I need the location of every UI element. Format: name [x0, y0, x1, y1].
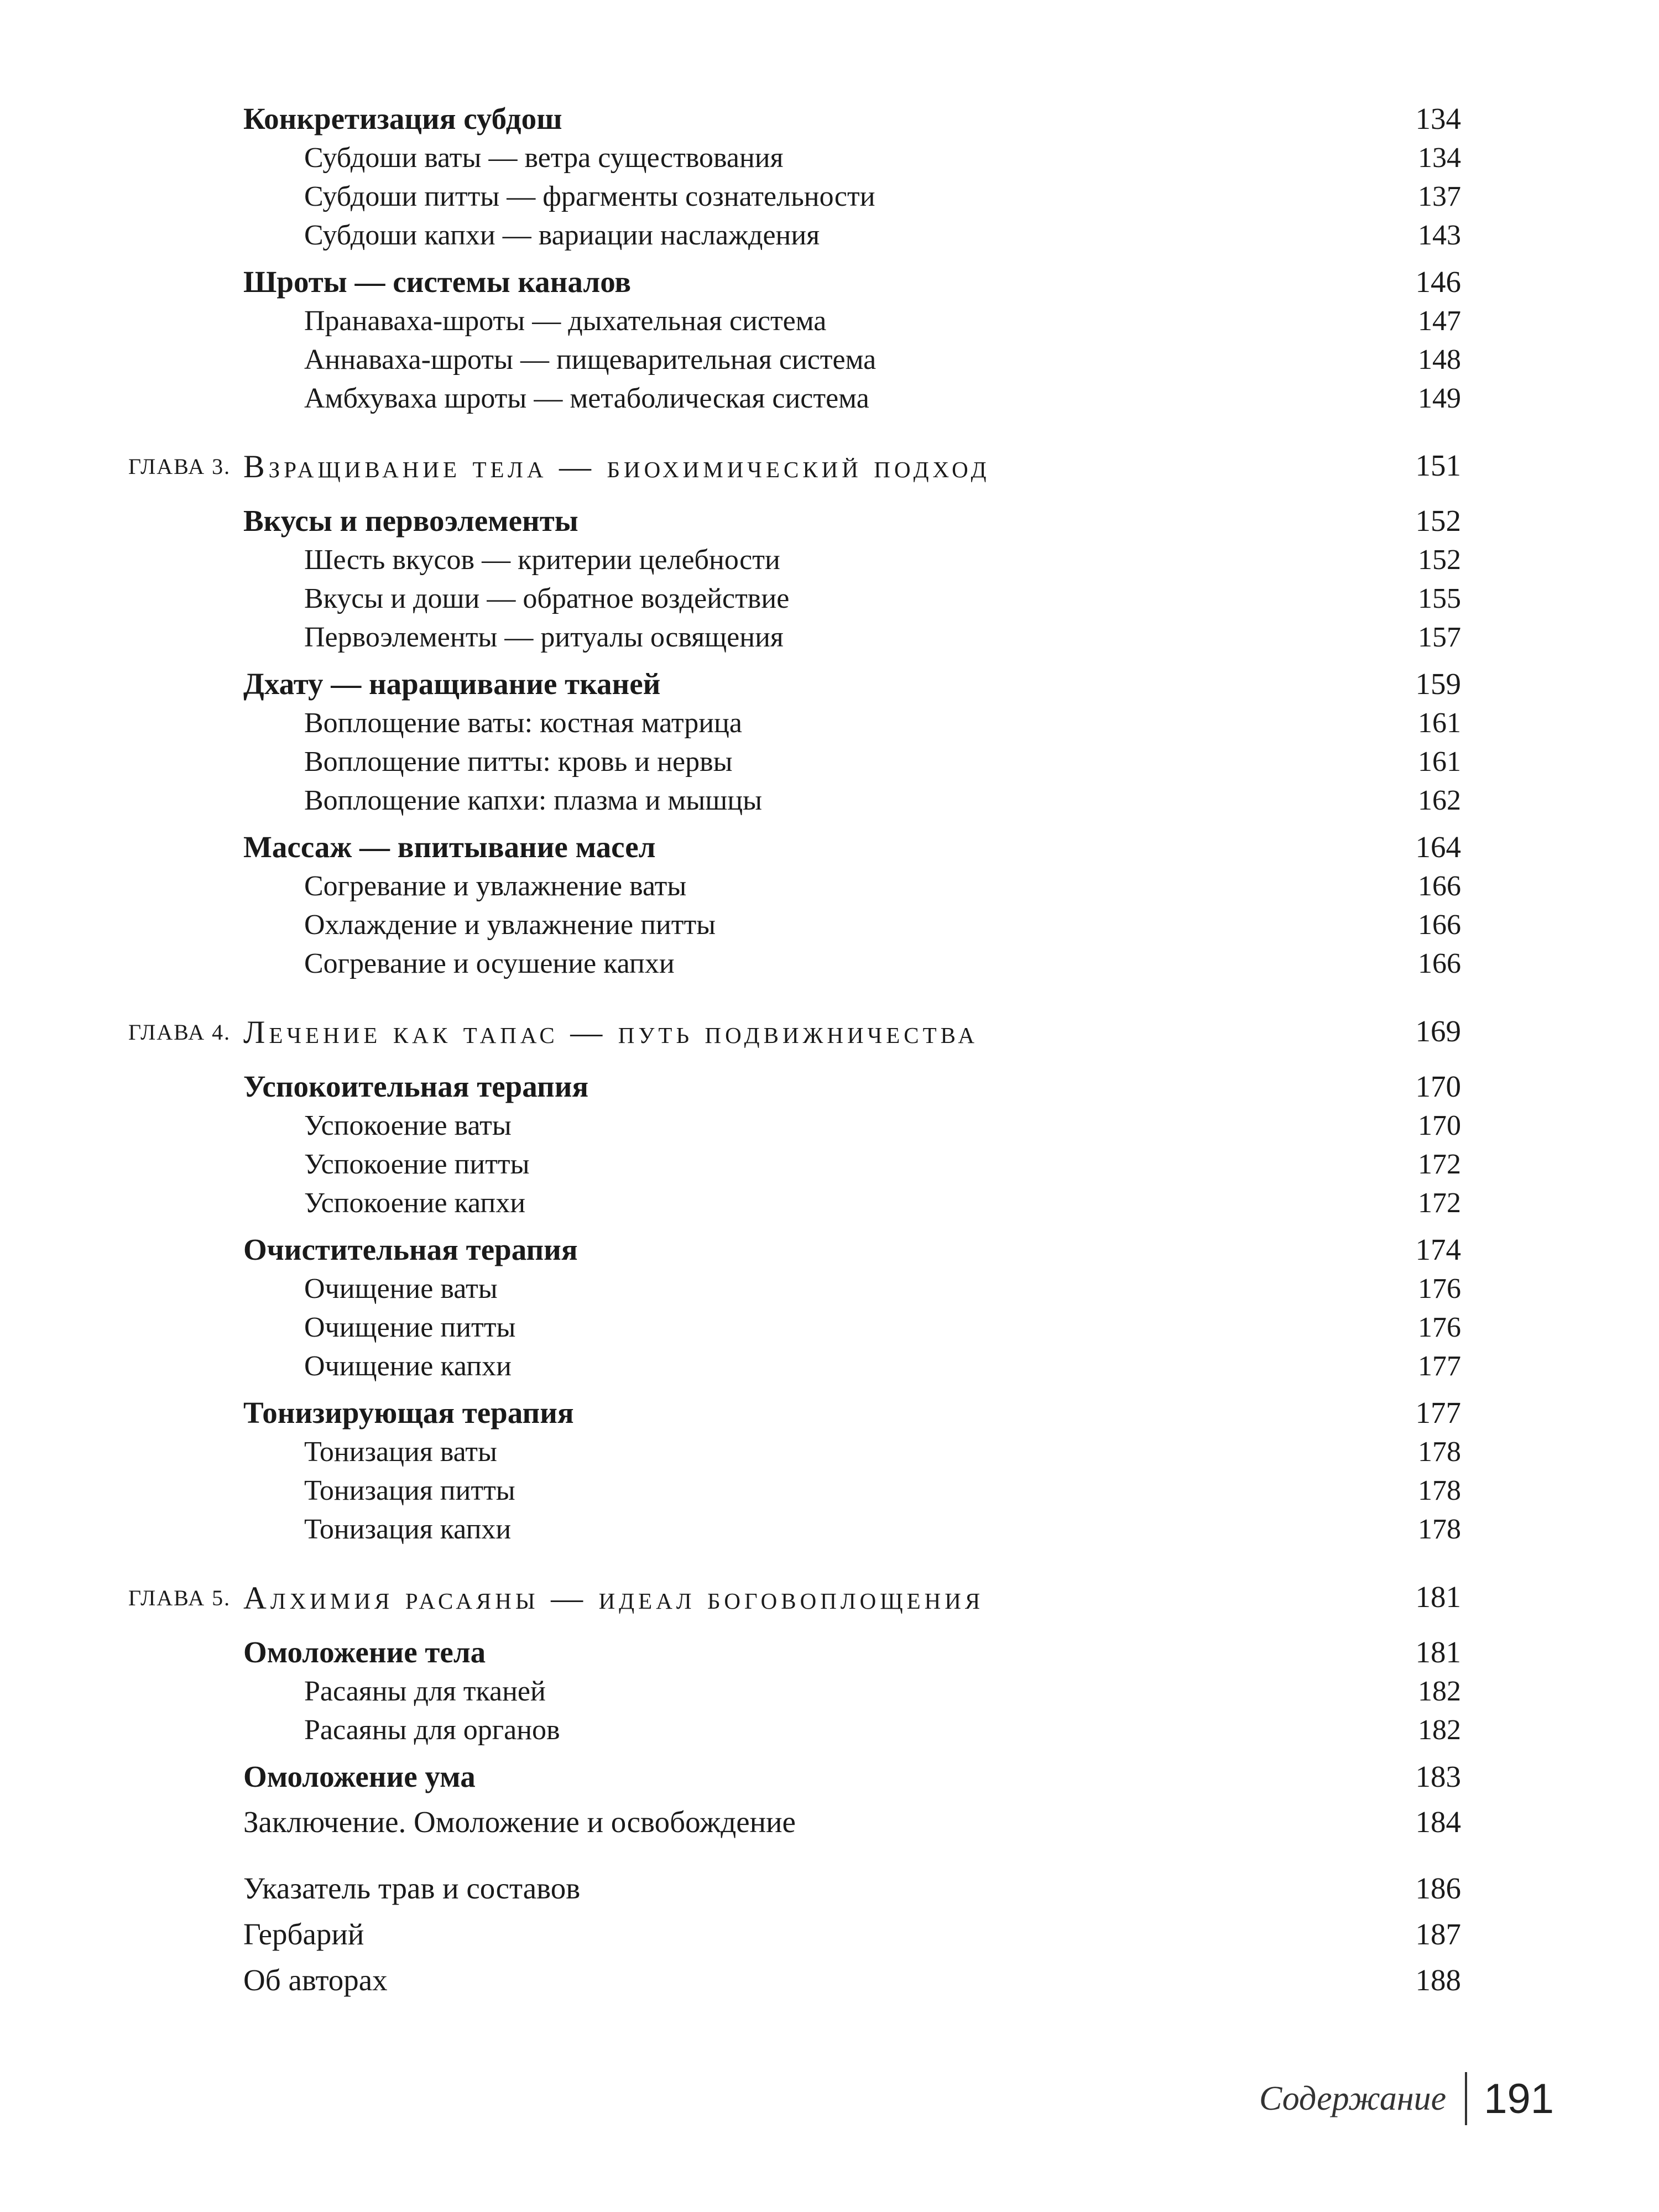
toc-entry-page: 147: [1418, 305, 1461, 337]
toc-entry-title: Аннаваха-шроты — пищеварительная система: [304, 344, 877, 375]
toc-entry[interactable]: [0, 343, 1659, 388]
toc-entry-page: 176: [1418, 1273, 1461, 1305]
chapter-title: Лечение как тапас — путь подвижничества: [243, 1014, 979, 1050]
toc-entry-title: Охлаждение и увлажнение питты: [304, 909, 716, 941]
toc-entry[interactable]: [0, 1395, 1659, 1439]
toc-entry[interactable]: [0, 582, 1659, 627]
toc-entry[interactable]: [0, 503, 1659, 547]
toc-entry-page: 148: [1418, 344, 1461, 375]
toc-entry-title: Тонизация ваты: [304, 1436, 497, 1468]
toc-entry-title: Вкусы и доши — обратное воздействие: [304, 583, 790, 614]
chapter-page: 181: [1415, 1580, 1461, 1614]
toc-entry-page: 166: [1418, 909, 1461, 941]
toc-entry-page: 177: [1418, 1350, 1461, 1382]
toc-entry-page: 172: [1418, 1187, 1461, 1219]
toc-entry[interactable]: [0, 1635, 1659, 1679]
toc-entry-page: 155: [1418, 583, 1461, 614]
toc-entry-title: Об авторах: [243, 1963, 388, 1997]
toc-entry-title: Пранаваха-шроты — дыхательная система: [304, 305, 827, 337]
toc-entry-page: 187: [1415, 1917, 1461, 1951]
toc-entry-page: 182: [1418, 1714, 1461, 1746]
toc-entry-title: Шесть вкусов — критерии целебности: [304, 544, 780, 576]
toc-entry-page: 172: [1418, 1149, 1461, 1180]
toc-entry-title: Очистительная терапия: [243, 1233, 578, 1266]
toc-entry[interactable]: [0, 784, 1659, 828]
chapter-label: ГЛАВА 4.: [128, 1020, 231, 1045]
toc-entry[interactable]: [0, 101, 1659, 145]
toc-entry-page: 164: [1415, 830, 1461, 864]
toc-entry[interactable]: [0, 947, 1659, 992]
toc-entry[interactable]: [0, 1436, 1659, 1480]
toc-entry-page: 178: [1418, 1514, 1461, 1545]
toc-entry-title: Вкусы и первоэлементы: [243, 504, 578, 538]
toc-entry-title: Амбхуваха шроты — метаболическая система: [304, 383, 869, 414]
toc-entry[interactable]: [0, 1069, 1659, 1113]
toc-entry-title: Успокоительная терапия: [243, 1070, 589, 1103]
toc-entry[interactable]: [0, 1109, 1659, 1154]
toc-entry-page: 170: [1418, 1110, 1461, 1141]
toc-entry[interactable]: [0, 1350, 1659, 1394]
toc-chapter[interactable]: [0, 448, 1659, 492]
toc-entry-title: Тонизирующая терапия: [243, 1396, 574, 1430]
toc-entry-title: Заключение. Омоложение и освобождение: [243, 1805, 796, 1839]
toc-entry-page: 183: [1415, 1760, 1461, 1793]
toc-entry-title: Шроты — системы каналов: [243, 265, 632, 299]
toc-entry-page: 182: [1418, 1676, 1461, 1707]
toc-entry-title: Расаяны для тканей: [304, 1676, 546, 1707]
toc-entry-title: Успокоение ваты: [304, 1110, 512, 1141]
toc-entry[interactable]: [0, 1232, 1659, 1276]
chapter-label: ГЛАВА 3.: [128, 454, 231, 479]
toc-entry[interactable]: [0, 621, 1659, 665]
toc-entry[interactable]: [0, 1714, 1659, 1758]
toc-entry-page: 162: [1418, 785, 1461, 816]
toc-entry-title: Гербарий: [243, 1917, 364, 1951]
toc-entry[interactable]: [0, 745, 1659, 790]
toc-entry-page: 161: [1418, 707, 1461, 739]
toc-entry-page: 186: [1415, 1871, 1461, 1905]
running-footer-title: Содержание: [1259, 2079, 1447, 2117]
toc-entry-page: 174: [1415, 1233, 1461, 1266]
toc-entry-page: 178: [1418, 1475, 1461, 1506]
toc-entry-page: 134: [1415, 102, 1461, 135]
toc-entry-page: 176: [1418, 1312, 1461, 1343]
toc-entry[interactable]: [0, 1513, 1659, 1557]
toc-entry-title: Дхату — наращивание тканей: [243, 667, 661, 701]
toc-entry-title: Успокоение питты: [304, 1149, 530, 1180]
toc-entry[interactable]: [0, 1675, 1659, 1719]
toc-entry-title: Субдоши питты — фрагменты сознательности: [304, 181, 875, 212]
toc-entry[interactable]: [0, 1187, 1659, 1231]
toc-entry-page: 152: [1415, 504, 1461, 538]
toc-entry-page: 181: [1415, 1635, 1461, 1669]
toc-entry[interactable]: [0, 870, 1659, 914]
toc-entry[interactable]: [0, 666, 1659, 711]
toc-entry-title: Субдоши капхи — вариации наслаждения: [304, 220, 820, 251]
toc-entry-page: 170: [1415, 1070, 1461, 1103]
toc-entry-page: 184: [1415, 1805, 1461, 1839]
toc-entry-title: Успокоение капхи: [304, 1187, 526, 1219]
toc-entry[interactable]: [0, 1272, 1659, 1317]
toc-entry-title: Омоложение ума: [243, 1760, 476, 1793]
toc-entry-page: 159: [1415, 667, 1461, 701]
toc-entry-page: 149: [1418, 383, 1461, 414]
toc-entry-title: Воплощение ваты: костная матрица: [304, 707, 742, 739]
toc-entry-page: 178: [1418, 1436, 1461, 1468]
toc-entry-title: Воплощение капхи: плазма и мышцы: [304, 785, 763, 816]
toc-entry-title: Тонизация питты: [304, 1475, 515, 1506]
toc-entry-title: Очищение капхи: [304, 1350, 512, 1382]
toc-entry[interactable]: [0, 1871, 1659, 1915]
chapter-label: ГЛАВА 5.: [128, 1585, 231, 1610]
toc-entry-title: Массаж — впитывание масел: [243, 830, 656, 864]
toc-entry-page: 166: [1418, 870, 1461, 902]
toc-entry-page: 166: [1418, 948, 1461, 979]
toc-entry-page: 134: [1418, 142, 1461, 174]
toc-entry[interactable]: [0, 909, 1659, 953]
chapter-title: Алхимия расаяны — идеал боговоплощения: [243, 1580, 984, 1616]
toc-entry[interactable]: [0, 1917, 1659, 1961]
page-footer: [1259, 2068, 1554, 2129]
toc-entry[interactable]: [0, 830, 1659, 874]
toc-entry[interactable]: [0, 1759, 1659, 1803]
toc-entry-page: 152: [1418, 544, 1461, 576]
toc-entry[interactable]: [0, 1963, 1659, 2007]
toc-entry-title: Согревание и осушение капхи: [304, 948, 675, 979]
toc-entry[interactable]: [0, 1474, 1659, 1519]
toc-entry-page: 146: [1415, 265, 1461, 299]
toc-entry-page: 157: [1418, 622, 1461, 653]
toc-chapter[interactable]: [0, 1579, 1659, 1624]
toc-entry-page: 188: [1415, 1963, 1461, 1997]
toc-entry[interactable]: [0, 1804, 1659, 1849]
toc-entry[interactable]: [0, 142, 1659, 186]
toc-entry-title: Конкретизация субдош: [243, 102, 562, 135]
toc-entry-title: Первоэлементы — ритуалы освящения: [304, 622, 784, 653]
toc-entry[interactable]: [0, 382, 1659, 426]
chapter-title: Взращивание тела — биохимический подход: [243, 448, 990, 484]
toc-entry-page: 177: [1415, 1396, 1461, 1430]
toc-entry[interactable]: [0, 544, 1659, 588]
chapter-page: 169: [1415, 1014, 1461, 1048]
toc-entry[interactable]: [0, 305, 1659, 349]
page-number: 191: [1484, 2075, 1554, 2122]
toc-entry-page: 143: [1418, 220, 1461, 251]
toc-entry-page: 161: [1418, 746, 1461, 778]
toc-entry-title: Тонизация капхи: [304, 1514, 512, 1545]
toc-entry[interactable]: [0, 180, 1659, 225]
toc-entry-title: Омоложение тела: [243, 1635, 486, 1669]
toc-entry-title: Субдоши ваты — ветра существования: [304, 142, 784, 174]
toc-entry[interactable]: [0, 1311, 1659, 1355]
toc-entry-title: Согревание и увлажнение ваты: [304, 870, 687, 902]
toc-entry[interactable]: [0, 707, 1659, 751]
toc-entry[interactable]: [0, 1148, 1659, 1192]
toc-entry-title: Очищение питты: [304, 1312, 516, 1343]
toc-entry[interactable]: [0, 264, 1659, 309]
toc-entry-title: Указатель трав и составов: [243, 1871, 581, 1905]
toc-entry-title: Очищение ваты: [304, 1273, 498, 1305]
toc-chapter[interactable]: [0, 1014, 1659, 1058]
toc-entry-title: Воплощение питты: кровь и нервы: [304, 746, 733, 778]
chapter-page: 151: [1415, 448, 1461, 482]
toc-entry-title: Расаяны для органов: [304, 1714, 560, 1746]
toc-entry[interactable]: [0, 219, 1659, 263]
toc-entry-page: 137: [1418, 181, 1461, 212]
